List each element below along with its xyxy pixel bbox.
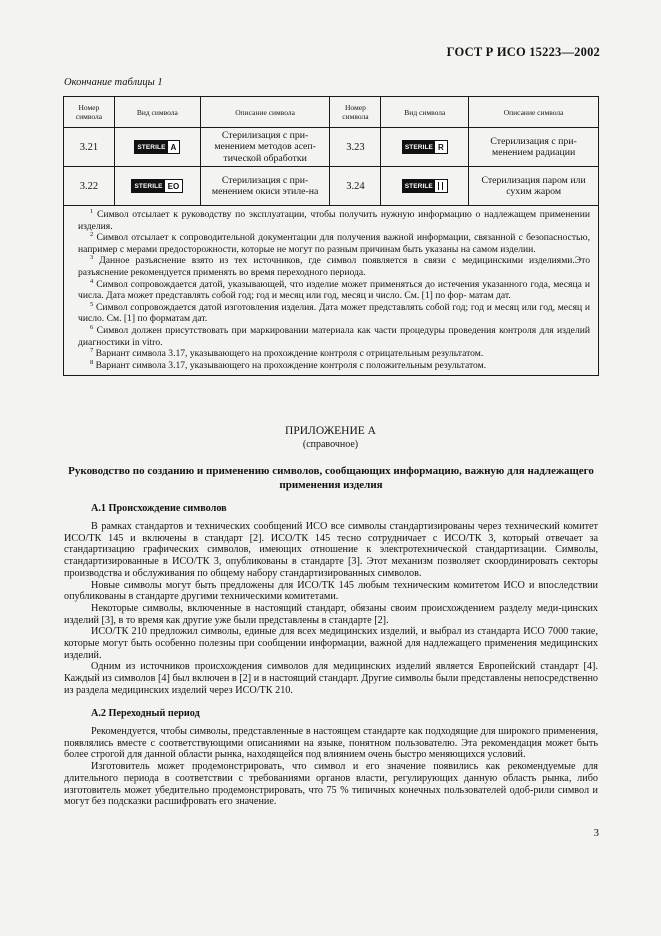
- symbol-description: Стерилизация паром или сухим жаром: [469, 167, 599, 206]
- paragraph: Новые символы могут быть предложены для ИСО/ТК 145 любым техническим комитетом ИСО и впоследствии опубликованы в стандарте другими техническими комитетами.: [64, 579, 598, 603]
- footnote: $^3$ Данное разъяснение взято из тех источников, где символ появляется в связи с медицинскими изделиями.Это разъяснение рекомендуется применять во время переходного периода.: [78, 254, 590, 278]
- symbol-number: 3.24: [330, 167, 381, 206]
- sterile-a-icon: STERILE A: [134, 140, 180, 154]
- symbol-description: Стерилизация с при-менением радиации: [469, 128, 599, 167]
- sterile-eo-icon: STERILE EO: [131, 179, 183, 193]
- standard-header: ГОСТ Р ИСО 15223—2002: [446, 45, 600, 59]
- header-cell: Вид символа: [114, 97, 200, 128]
- table-header-row: [64, 97, 599, 128]
- header-cell: Номер символа: [64, 97, 115, 128]
- paragraph: Рекомендуется, чтобы символы, представленные в настоящем стандарте как подходящие для широкого применения, появлялись вместе с соответствующими описаниями на языке, понятном пользователю. Эта рекомендация может быть более строгой для данной области рынка, находящейся под влиянием очень быстро меняющихся условий.: [64, 726, 598, 761]
- table-caption: Окончание таблицы 1: [64, 77, 163, 88]
- section-heading: А.2 Переходный период: [91, 708, 200, 719]
- annex-subtitle: (справочное): [302, 439, 359, 450]
- symbols-table: [63, 96, 599, 376]
- paragraph: В рамках стандартов и технических сообщений ИСО все символы стандартизированы через технический комитет ИСО/ТК 145 и включены в стандарт [2]. ИСО/ТК 145 тесно сотрудничает с ИСО/ТК 3, который отвечает за стандартизацию графических символов, имеющих отношение к электротехнической стандартизации. Символы, стандартизированные в ИСО/ТК 3, опубликованы в стандарте [3]. Этот механизм позволяет скоординировать секторы производства и обслуживания по общему набору стандартизированных символов.: [64, 521, 598, 579]
- sterile-r-icon: STERILE R: [402, 140, 448, 154]
- paragraph: ИСО/ТК 210 предложил символы, единые для всех медицинских изделий, и выбрал из стандарта ИСО 7000 такие, которые могут быть особенно полезны при сообщении информации, важной для надлежащего применения медицинских изделий.: [64, 626, 598, 661]
- paragraph: Изготовитель может продемонстрировать, что символ и его значение появились как рекомендуемые для длительного периода в соответствии с требованиями органов власти, регулирующих данную область рынка, либо изготовитель может убедительно продемонстрировать, что 75 % типичных конечных пользователей одоб-рили символ и могут без подсказки расшифровать его значение.: [64, 761, 598, 808]
- footnote: $^4$ Символ сопровождается датой, указывающей, что изделие может применяться до истечения указанного года, месяца и числа. Дата может представлять собой год; год и месяц или год, месяц и число. См. [1] по фор- матам дат.: [78, 277, 590, 302]
- symbol-description: Стерилизация с при-менением окиси этиле-на: [200, 167, 330, 206]
- annex-title: ПРИЛОЖЕНИЕ А: [285, 425, 376, 437]
- page-number: 3: [593, 827, 599, 839]
- symbol-number: 3.23: [330, 128, 381, 167]
- sterile-steam-icon: STERILE: [402, 179, 448, 193]
- header-cell: Вид символа: [381, 97, 469, 128]
- symbol-description: Стерилизация с при-менением методов асеп-тической обработки: [200, 128, 330, 167]
- footnote: $^6$ Символ должен присутствовать при маркировании материала как части процедуры проведения контроля для изделий диагностики in vitro.: [78, 323, 590, 348]
- paragraph: Некоторые символы, включенные в настоящий стандарт, обязаны своим происхождением разделу меди-цинских изделий [3], в то время как другие уже были представлены в стандарте [2].: [64, 602, 598, 626]
- table-footnotes: [64, 206, 599, 376]
- symbol-number: 3.21: [64, 128, 115, 167]
- table-row: [64, 167, 599, 206]
- table-row: [64, 128, 599, 167]
- footnotes-row: [64, 206, 599, 376]
- section-heading: А.1 Происхождение символов: [91, 503, 227, 514]
- header-cell: Номер символа: [330, 97, 381, 128]
- header-cell: Описание символа: [200, 97, 330, 128]
- footnote: $^1$ Символ отсылает к руководству по эксплуатации, чтобы получить нужную информацию о надлежащем применении изделия.: [78, 207, 590, 232]
- footnote: $^7$ Вариант символа 3.17, указывающего на прохождение контроля с отрицательным результатом.: [90, 346, 484, 360]
- footnote: $^5$ Символ сопровождается датой изготовления изделия. Дата может представлять собой год; год и месяц или год, месяц и число. См. [1] по форматам дат.: [78, 300, 590, 325]
- header-cell: Описание символа: [469, 97, 599, 128]
- body-title: Руководство по созданию и применению символов, сообщающих информацию, важную для надлежащего применения изделия: [68, 465, 594, 491]
- section-body: [64, 521, 598, 697]
- section-body: [64, 726, 598, 808]
- footnote: $^2$ Символ отсылает к сопроводительной документации для получения важной информации, связанной с безопасностью, например с мерами предосторожности, которые не могут по разным причинам быть указаны на самом изделии.: [78, 231, 590, 255]
- paragraph: Одним из источников происхождения символов для медицинских изделий является Европейский стандарт [4]. Каждый из символов [4] был включен в [2] и в настоящий стандарт. Другие символы были представлены непосредственно из раздела медицинских изделий через ИСО/ТК 210.: [64, 661, 598, 696]
- footnote: $^8$ Вариант символа 3.17, указывающего на прохождение контроля с положительным результатом.: [90, 358, 487, 371]
- symbol-number: 3.22: [64, 167, 115, 206]
